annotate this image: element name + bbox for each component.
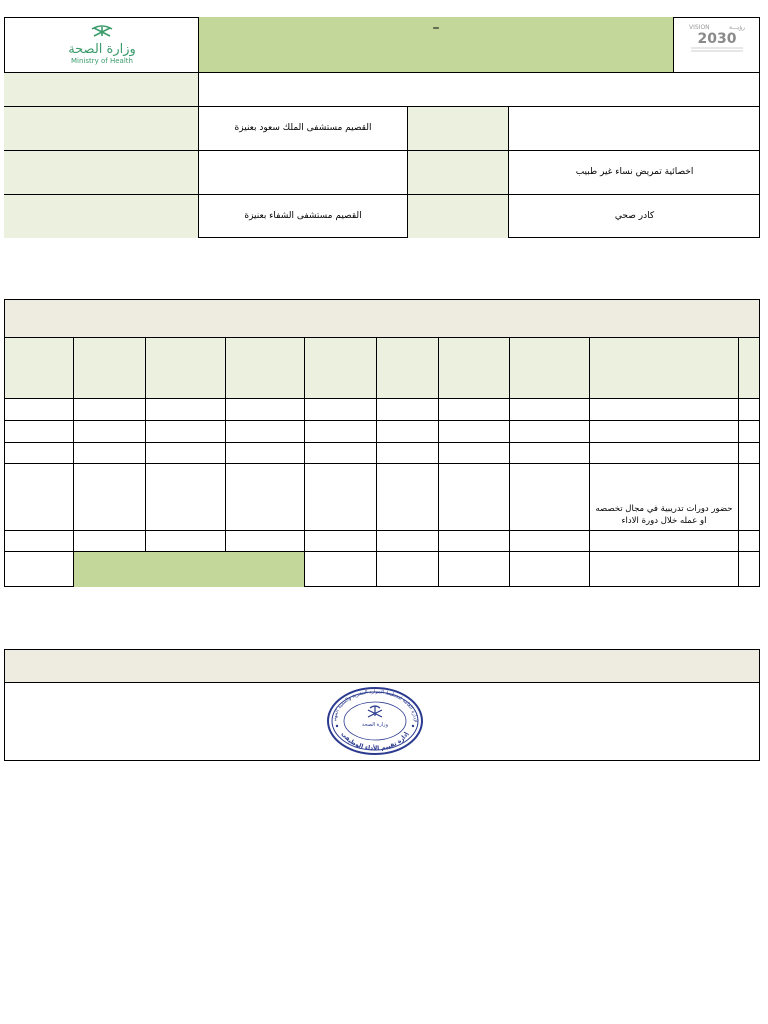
moh-english: Ministry of Health: [71, 57, 133, 65]
row-divider: [5, 442, 759, 443]
info-label-cell: [408, 195, 509, 238]
row-divider: [5, 420, 759, 421]
column-divider: [738, 338, 739, 587]
city-hospital-text: القصيم مستشفى الملك سعود بعنيزة: [234, 122, 372, 133]
info-value-cell: [509, 107, 760, 151]
info-label-cell: [408, 151, 509, 195]
column-divider: [304, 338, 305, 587]
palm-swords-icon: [368, 706, 382, 717]
specialty-value: [509, 151, 760, 195]
approval-header: [5, 650, 759, 683]
page-title-cell: [199, 17, 673, 73]
info-value-cell: [199, 151, 408, 195]
city-hospital-text-2: القصيم مستشفى الشفاء بعنيزة: [244, 210, 362, 221]
stamp-ring-text: لإدارة العامة لتخطيط الموارد البشرية والتنمية المهني: [331, 688, 419, 723]
stamp-seal-icon: [326, 686, 424, 756]
training-criterion-text: حضور دورات تدريبية في مجال تخصصه او عمله خلال دورة الاداء: [595, 504, 733, 526]
info-label-cell: [4, 195, 199, 238]
vision-en: VISION: [689, 24, 710, 31]
vision-ar: رؤيـــة: [729, 24, 745, 31]
city-hospital-value: [199, 107, 408, 151]
info-label-cell: [408, 107, 509, 151]
moh-arabic: وزارة الصحة: [68, 42, 136, 57]
criteria-table-header: [5, 300, 759, 338]
column-divider: [376, 338, 377, 587]
svg-text:الإدارة العامة لتخطيط الموارد: [326, 686, 418, 722]
info-value-cell: [199, 73, 760, 107]
criteria-columns-header: [5, 338, 759, 399]
vision-logo-cell: [673, 17, 760, 73]
vision-2030-logo: [687, 21, 747, 55]
column-divider: [438, 338, 439, 587]
column-divider: [225, 338, 226, 552]
stamp-bottom-text: إدارة تقييم الأداء الوظيفي: [339, 730, 411, 753]
row-divider: [5, 530, 759, 531]
category-value: [509, 195, 760, 238]
info-label-cell: [4, 107, 199, 151]
info-label-cell: [4, 73, 199, 107]
column-divider: [145, 338, 146, 552]
category-text: كادر صحي: [614, 210, 655, 221]
column-divider: [509, 338, 510, 587]
specialty-text: اخصائية تمريض نساء غير طبيب: [575, 166, 694, 177]
official-stamp: [326, 686, 424, 756]
vision-year: 2030: [697, 31, 737, 47]
stamp-ministry: وزارة الصحة: [362, 722, 388, 728]
info-label-cell: [4, 151, 199, 195]
moh-logo-cell: [4, 17, 199, 73]
column-divider: [73, 338, 74, 587]
palm-swords-icon: [54, 23, 150, 65]
moh-logo: [54, 23, 150, 65]
column-divider: [589, 338, 590, 587]
page-title: –: [432, 20, 440, 37]
training-criterion-cell: [590, 464, 738, 530]
city-hospital-value-2: [199, 195, 408, 238]
total-score-cell: [74, 552, 304, 587]
